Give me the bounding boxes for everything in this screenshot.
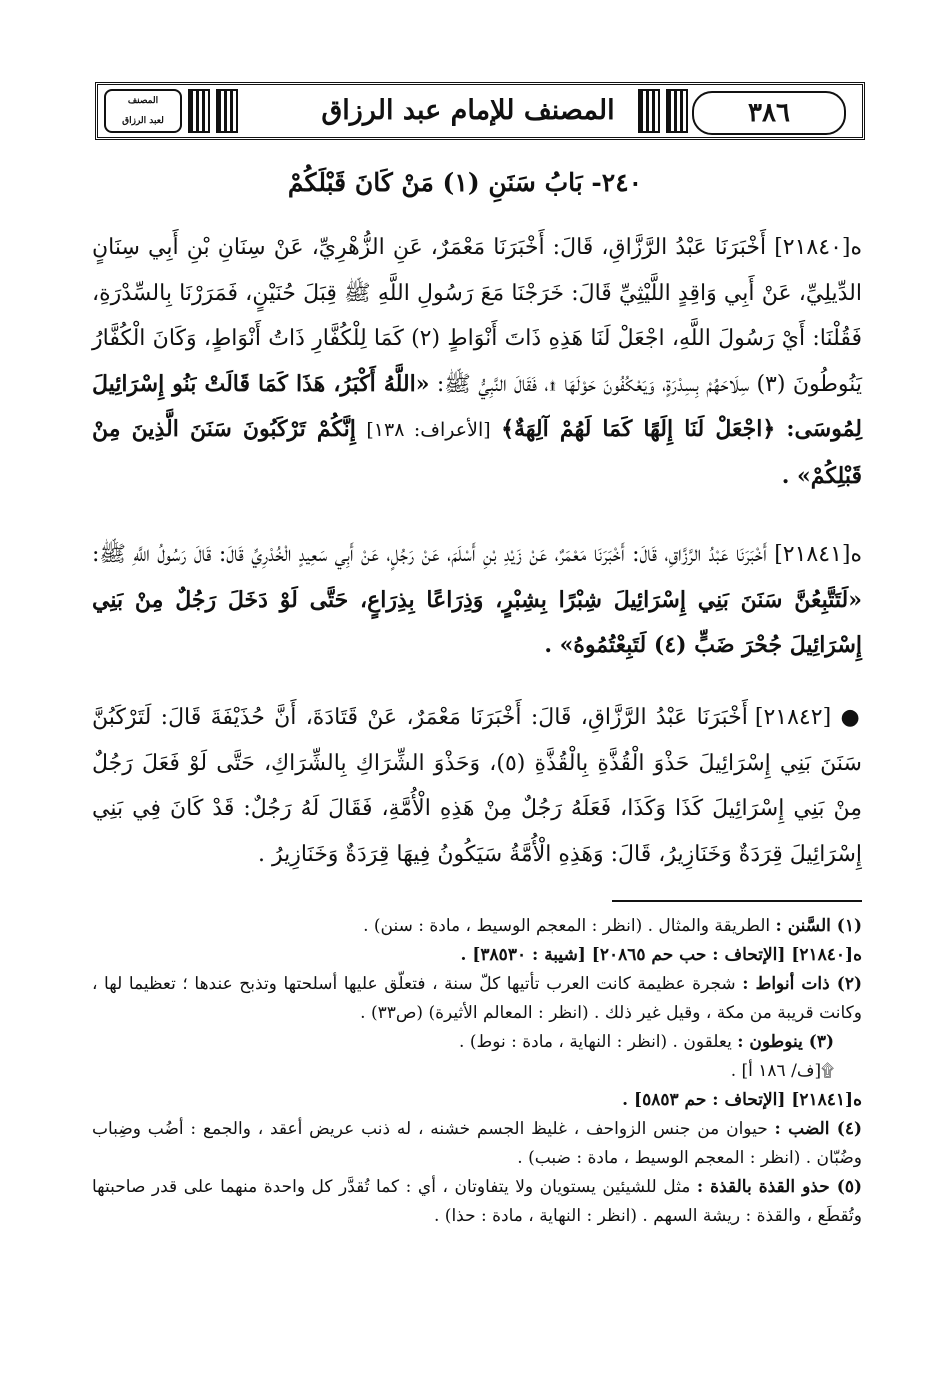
hadith-text: ● [٢١٨٤٢] أَخْبَرَنَا عَبْدُ الرَّزَّاقِ، قَالَ: أَخْبَرَنَا مَعْمَرٌ، عَنْ قَتَادَةَ، أَنَّ حُذَيْفَةَ قَالَ: لَتَرْكَبُنَّ سَنَنَ بَنِي إِسْرَائِيلَ حَذْوَ الْقُذَّةِ بِالْقُذَّةِ (٥)، وَحَذْوَ الشِّرَاكِ بِالشِّرَاكِ، حَتَّى لَوْ فَعَلَ رَجُلٌ مِنْ بَنِي إِسْرَائِيلَ كَذَا وَكَذَا، فَعَلَهُ رَجُلٌ مِنْ هَذِهِ الْأُمَّةِ، فَقَالَ لَهُ رَجُلٌ: قَدْ كَانَ فِي بَنِي إِسْرَائِيلَ قِرَدَةٌ وَخَنَازِيرُ، قَالَ: وَهَذِهِ الْأُمَّةُ سَيَكُونُ فِيهَا قِرَدَةٌ وَخَنَازِيرُ .	[92, 705, 862, 867]
ornament-icon	[638, 89, 660, 133]
footnote-label: ه[٢١٨٤٠] [الإتحاف : حب حم ٢٠٨٦٥] [شيبة : ٣٨٥٣٠] .	[460, 945, 862, 965]
page-header	[95, 82, 865, 140]
footnote	[92, 1086, 862, 1115]
footnote	[92, 1028, 862, 1057]
seal-line: لعبد الرزاق	[122, 116, 164, 126]
hadith-text: ه[٢١٨٤٠] أَخْبَرَنَا عَبْدُ الرَّزَّاقِ، قَالَ: أَخْبَرَنَا مَعْمَرٌ، عَنِ الزُّهْرِيِّ، عَنْ سِنَانِ بْنِ أَبِي سِنَانٍ الدِّيلِيِّ، عَنْ أَبِي وَاقِدٍ اللَّيْثِيِّ قَالَ: خَرَجْنَا مَعَ رَسُولِ اللَّهِ ﷺ قِبَلَ حُنَيْنٍ، فَمَرَرْنَا بِالسِّدْرَةِ، فَقُلْنَا: أَيْ رَسُولَ اللَّهِ، اجْعَلْ لَنَا هَذِهِ ذَاتَ أَنْوَاطٍ (٢) كَمَا لِلْكُفَّارِ ذَاتُ أَنْوَاطٍ، وَكَانَ الْكُفَّارُ يَنُوطُونَ (٣) سِلَاحَهُمْ بِسِدْرَةٍ، وَيَعْكُفُونَ حَوْلَهَا ۩، فَقَالَ النَّبِيُّ ﷺ:	[92, 235, 863, 397]
hadith-quote-end: إِنَّكُمْ تَرْكَبُونَ سَنَنَ الَّذِينَ مِنْ قَبْلِكُمْ» .	[92, 416, 862, 489]
ornament-icon	[666, 89, 688, 133]
ornament-icon	[216, 89, 238, 133]
publisher-seal	[104, 89, 182, 133]
footnote	[92, 970, 862, 1028]
footnote-label: (١) السَّنن :	[775, 916, 862, 936]
footnote-label: (٣) ينوطون :	[737, 1032, 834, 1052]
page-number: ٣٨٦	[692, 91, 846, 135]
verse-reference: [الأعراف: ١٣٨]	[366, 419, 491, 441]
footnote-text: مثل للشيئين يستويان ولا يتفاوتان ، أي : كما تُقدَّر كل واحدة منهما على قدر صاحبتها وتُقطَع ، والقذة : ريشة السهم . (انظر : النهاية ، مادة : حذا) .	[92, 1177, 862, 1226]
footnote	[92, 1173, 862, 1231]
footnote-label: (٤) الضب :	[774, 1119, 863, 1139]
footnote-label: ه[٢١٨٤١] [الإتحاف : حم ٥٨٥٣] .	[622, 1090, 862, 1110]
footnote	[92, 1115, 862, 1173]
seal-line: المصنف	[127, 96, 159, 106]
hadith-quote: «اللَّهُ أَكْبَرُ، هَذَا كَمَا قَالَتْ بَنُو إِسْرَائِيلَ لِمُوسَى: ﴿اجْعَلْ لَنَا إِلَهًا كَمَا لَهُمْ آلِهَةٌ﴾	[92, 370, 862, 442]
footnote-text: شجرة عظيمة كانت العرب تأتيها كلّ سنة ، فتعلّق عليها أسلحتها وتذبح عندها ؛ تعظيما لها ، وكانت قريبة من مكة ، وقيل غير ذلك . (انظر : المعالم الأثيرة) (ص٣٣) .	[92, 974, 862, 1023]
footnote	[92, 912, 862, 941]
footnote-label: (٢) ذات أنواط :	[742, 974, 862, 994]
hadith-text: ه[٢١٨٤١] أَخْبَرَنَا عَبْدُ الرَّزَّاقِ، قَالَ: أَخْبَرَنَا مَعْمَرٌ، عَنْ زَيْدِ بْنِ أَسْلَمَ، عَنْ رَجُلٍ، عَنْ أَبِي سَعِيدٍ الْخُدْرِيِّ قَالَ: قَالَ رَسُولُ اللَّهِ ﷺ:	[92, 542, 862, 567]
footnote	[92, 1057, 862, 1086]
footnote-text: حيوان من جنس الزواحف ، غليظ الجسم خشنه ، له ذنب عريض أعقد ، والجمع : أضُب وضِباب وضُبّان . (انظر : المعجم الوسيط ، مادة : ضبب) .	[92, 1119, 862, 1168]
hadith-quote: «لَتَتَّبِعُنَّ سَنَنَ بَنِي إِسْرَائِيلَ شِبْرًا بِشِبْرٍ، وَذِرَاعًا بِذِرَاعٍ، حَتَّى لَوْ دَخَلَ رَجُلٌ مِنْ بَنِي إِسْرَائِيلَ جُحْرَ ضَبٍّ (٤) لَتَبِعْتُمُوهُ» .	[92, 586, 862, 658]
hadith-21841	[92, 532, 862, 669]
chapter-title: ٢٤٠- بَابُ سَنَنِ (١) مَنْ كَانَ قَبْلَكُمْ	[287, 168, 643, 197]
footnotes	[92, 912, 862, 1231]
footnote-divider	[612, 900, 862, 902]
footnote-label: (٥) حذو القذة بالقذة :	[696, 1177, 862, 1197]
footnote-text: يعلقون . (انظر : النهاية ، مادة : نوط) .	[459, 1032, 732, 1052]
book-title: المصنف للإمام عبد الرزاق	[321, 95, 615, 126]
hadith-21842	[92, 695, 862, 877]
footnote-label: ۩[ف/ ١٨٦ أ] .	[730, 1061, 834, 1081]
footnote-text: الطريقة والمثال . (انظر : المعجم الوسيط ، مادة : سنن) .	[363, 916, 771, 936]
hadith-21840	[92, 225, 862, 499]
footnote	[92, 941, 862, 970]
ornament-icon	[188, 89, 210, 133]
